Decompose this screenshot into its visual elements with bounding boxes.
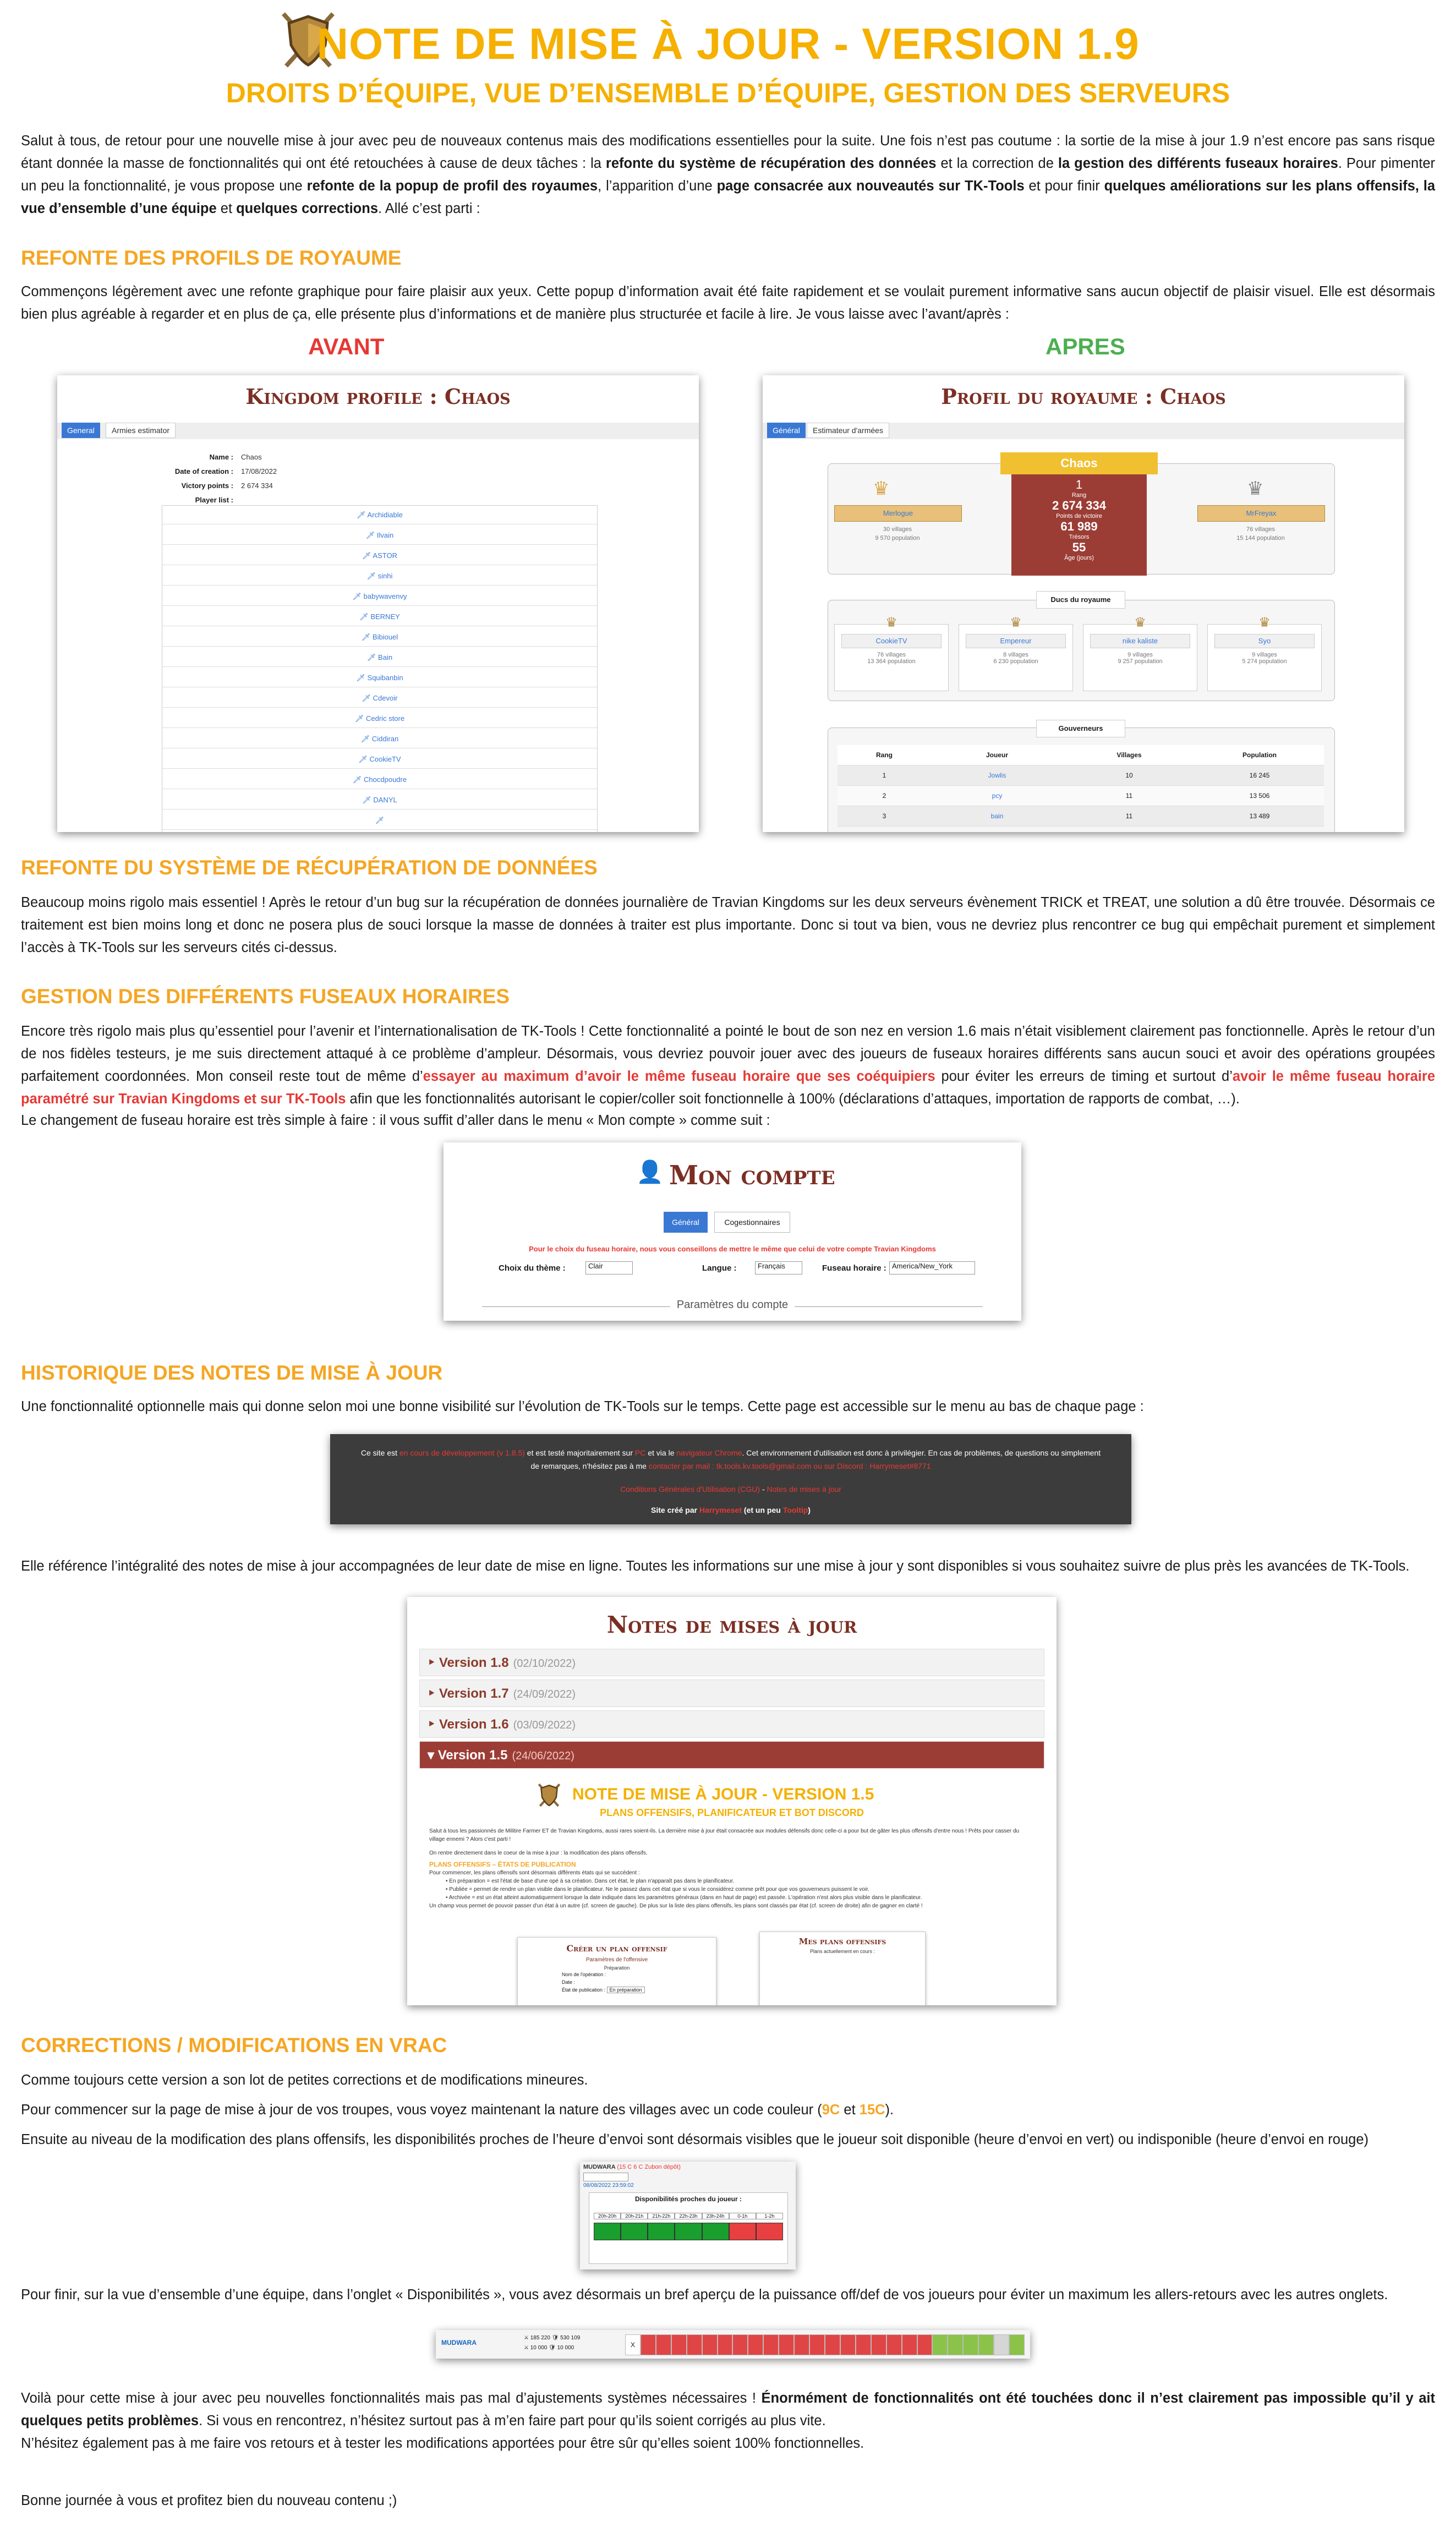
vp-value: 2 674 334: [241, 482, 273, 490]
account-title: Mon compte: [669, 1160, 835, 1191]
version-row[interactable]: ‣ Version 1.6 (03/09/2022): [419, 1710, 1044, 1738]
player-name[interactable]: Archidiable: [367, 511, 403, 519]
duke-population: 5 274 population: [1242, 658, 1287, 665]
sword-icon: ⚔: [524, 2345, 529, 2351]
availability-cell: [732, 2334, 748, 2355]
tribe-icon: 🗡: [352, 775, 364, 784]
section5-text-3: Ensuite au niveau de la modification des plans offensifs, les disponibilités proches de l’heure d’envoi sont désormais visibles que le joueur soit disponible (heure d’envoi en vert) ou indisponible (heure d’envoi en rouge): [21, 2132, 1369, 2147]
after-screenshot: [763, 375, 1404, 832]
slot-header: 23h-24h: [702, 2213, 729, 2219]
player-name[interactable]: Cdevoir: [373, 694, 398, 702]
duke-name[interactable]: Syo: [1214, 634, 1315, 648]
after-title: Profil du royaume : Chaos: [941, 384, 1226, 409]
player-row: [162, 669, 597, 687]
before-screenshot: [57, 375, 699, 832]
availability-cell: [641, 2334, 656, 2355]
player-row: [162, 811, 597, 830]
notes-title: Notes de mises à jour: [606, 1611, 857, 1638]
section5-text-2: Pour commencer sur la page de mise à jour de vos troupes, vous voyez maintenant la nature des villages avec un code couleur (9C et 15C).: [21, 2102, 894, 2118]
dispo-label: Disponibilités proches du joueur :: [634, 2195, 742, 2203]
availability-cell: [856, 2334, 871, 2355]
player-name[interactable]: Cedric store: [366, 714, 405, 723]
notes-screenshot: [407, 1597, 1057, 2005]
player-row: [162, 587, 597, 606]
player-row: [162, 567, 597, 586]
player-row: [162, 730, 597, 748]
crown-icon: ♛: [1258, 615, 1271, 630]
section-heading-donnees: REFONTE DU SYSTÈME DE RÉCUPÉRATION DE DONNÉES: [21, 856, 598, 879]
section-heading-corrections: CORRECTIONS / MODIFICATIONS EN VRAC: [21, 2034, 447, 2056]
tab-general[interactable]: Général: [767, 423, 806, 438]
availability-cell: [748, 2334, 763, 2355]
before-title: Kingdom profile : Chaos: [245, 384, 511, 409]
duke-villages: 76 villages: [877, 652, 906, 658]
table-cell: 2: [882, 792, 886, 800]
table-row: [838, 765, 1324, 786]
player-row: [162, 628, 597, 647]
slot-cell: [621, 2223, 648, 2240]
player-name[interactable]: CookieTV: [369, 755, 401, 763]
slot-cell: [729, 2223, 756, 2240]
duke-villages: 9 villages: [1252, 652, 1277, 658]
availability-cell: [963, 2334, 978, 2355]
section3-text: Encore très rigolo mais plus qu’essentiel pour l’avenir et l’internationalisation de TK-Tools ! Cette fonctionnalité a pointé le bout de son nez en version 1.6 mais n’était visiblement clairement pas fonctionnelle. Après le retour d’un de nos fidèles testeurs, je me suis directement attaqué à ce problème d’ampleur. Désormais, vous devriez pouvoir jouer avec des joueurs de fuseaux horaires différents sans aucun souci et avoir des opérations groupées parfaitement coordonnées. Mon conseil reste tout de même d’essayer au maximum d’avoir le même fuseau horaire que ses coéquipiers pour éviter les erreurs de timing et surtout d’avoir le même fuseau horaire paramétré sur Travian Kingdoms et sur TK-Tools afin que les fonctionnalités autorisant le copier/coller soit fonctionnelle à 100% (déclarations d’attaques, importation de rapports de combat, …).: [21, 1024, 1436, 1107]
table-header: [838, 745, 1324, 765]
slot-header: 1-2h: [756, 2213, 783, 2219]
tribe-icon: 🗡: [362, 796, 374, 804]
duke-card: [1207, 615, 1322, 691]
section-heading-fuseaux: GESTION DES DIFFÉRENTS FUSEAUX HORAIRES: [21, 985, 510, 1008]
availability-cell: [794, 2334, 809, 2355]
crown-icon: ♛: [885, 615, 897, 630]
crown-icon: ♛: [1134, 615, 1146, 630]
availability-cell: [1009, 2334, 1025, 2355]
availability-cell: [718, 2334, 733, 2355]
availability-cell: [763, 2334, 779, 2355]
send-date: 08/08/2022 23:59:02: [583, 2183, 634, 2189]
section-heading-royaume: REFONTE DES PROFILS DE ROYAUME: [21, 247, 402, 269]
tz-select[interactable]: America/New_York: [889, 1261, 975, 1275]
player-name[interactable]: DANYL: [373, 796, 397, 804]
player-row: [162, 526, 597, 545]
create-line: Date :: [562, 1979, 576, 1985]
left-population: 9 570 population: [875, 535, 920, 542]
slot-cell: [648, 2223, 675, 2240]
create-line: État de publication :: [562, 1987, 606, 1993]
tribe-icon: 🗡: [375, 816, 385, 824]
tab-cogestionnaires[interactable]: Cogestionnaires: [714, 1212, 790, 1233]
section5-text-1: Comme toujours cette version a son lot de petites corrections et de modifications mineures.: [21, 2072, 588, 2088]
tab-general[interactable]: General: [62, 423, 100, 438]
slot-header: 0-1h: [729, 2213, 756, 2219]
availability-cell: [809, 2334, 825, 2355]
cgu-link[interactable]: Conditions Générales d'Utilisation (CGU): [620, 1485, 760, 1494]
right-villages: 76 villages: [1246, 526, 1275, 533]
village-name: MUDWARA: [583, 2164, 616, 2170]
table-cell[interactable]: pcy: [992, 792, 1003, 800]
inner-line: On rentre directement dans le coeur de la mise à jour : la modification des plans offensifs.: [429, 1850, 648, 1856]
create-line: Nom de l'opération :: [562, 1972, 606, 1977]
params-label: Paramètres du compte: [670, 1299, 795, 1311]
section4-text-2: Elle référence l’intégralité des notes de mise à jour accompagnées de leur date de mise en ligne. Toutes les informations sur une mise à jour y sont disponibles si vous souhaitez suivre de plus près les avancées de TK-Tools.: [21, 1558, 1410, 1574]
tribe-icon: 🗡: [356, 674, 368, 682]
date-value: 17/08/2022: [241, 467, 277, 475]
treasures-value: 61 989: [1060, 519, 1098, 533]
state-select[interactable]: En préparation: [607, 1987, 645, 1993]
availability-cell: [978, 2334, 994, 2355]
availability-cell: [779, 2334, 794, 2355]
slot-header: 20h-20h: [594, 2213, 621, 2219]
player-row: [162, 648, 597, 667]
vp-label: Victory points :: [181, 482, 233, 490]
player-row: [162, 506, 597, 524]
theme-label: Choix du thème :: [499, 1264, 566, 1273]
section5-text-4: Pour finir, sur la vue d’ensemble d’une équipe, dans l’onglet « Disponibilités », vous avez désormais un bref aperçu de la puissance off/def de vos joueurs pour éviter un maximum les allers-retours avec les autres onglets.: [21, 2287, 1388, 2302]
section4-text: Une fonctionnalité optionnelle mais qui donne selon moi une bonne visibilité sur l’évolution de TK-Tools sur le temps. Cette page est accessible sur le menu au bas de chaque page :: [21, 1399, 1144, 1414]
inner-intro: Salut à tous les passionnés de Militire Farmer ET de Travian Kingdoms, aussi rares soient-ils. La dernière mise à jour était consacrée aux modules défensifs donc celle-ci a pour but de gâter les plus offensifs d'entre nous ! Prêts pour casser du village ennemi ? Alors c'est parti !: [429, 1828, 1020, 1842]
column-header: Joueur: [986, 751, 1008, 759]
player-row: [162, 689, 597, 708]
name-value: Chaos: [241, 453, 262, 461]
table-cell: 10: [1125, 772, 1133, 779]
tribe-icon: 🗡: [362, 551, 373, 560]
version-row-active[interactable]: ▾ Version 1.5 (24/06/2022): [419, 1741, 1044, 1769]
inner-title: NOTE DE MISE À JOUR - VERSION 1.5: [572, 1785, 874, 1803]
table-cell: 3: [882, 812, 886, 820]
age-label: Âge (jours): [1064, 555, 1094, 561]
closing-text-3: Bonne journée à vous et profitez bien du nouveau contenu ;): [21, 2493, 397, 2508]
tab-armies[interactable]: Armies estimator: [106, 423, 176, 438]
tribe-icon: 🗡: [365, 531, 377, 539]
slot-cell: [594, 2223, 621, 2240]
section1-text: Commençons légèrement avec une refonte graphique pour faire plaisir aux yeux. Cette popup d’information avait été faite rapidement et se voulait purement informative sans aucun objectif de plaisir visuel. Elle est désormais bien plus agréable à regarder et en plus de ça, elle présente plus d’informations et de manière plus structurée et facile à lire. Je vous laisse avec l’avant/après :: [21, 284, 1435, 322]
player-row: [162, 791, 597, 809]
section2-text: Beaucoup moins rigolo mais essentiel ! Après le retour d’un bug sur la récupération de données journalière de Travian Kingdoms sur les deux serveurs évènement TRICK et TREAT, une solution a dû être trouvée. Désormais ce traitement est bien moins long et donc ne posera plus de souci lorsque la masse de données à traiter est plus importante. Donc si tout va bien, vous ne devriez plus rencontrer ce bug qui empêchait purement et simplement l’accès à TK-Tools sur les serveurs cités ci-dessus.: [21, 895, 1435, 955]
vp-value: 2 674 334: [1052, 499, 1106, 512]
tribe-icon: 🗡: [352, 592, 364, 600]
crown-icon: ♛: [1010, 615, 1022, 630]
availability-cells: [625, 2334, 1025, 2354]
inner-line: Un champ vous permet de pouvoir passer d'un état à un autre (cf. screen de gauche). De plus sur la liste des plans offensifs, les plans sont classés par état (cf. screen de droite) afin de gagner en clarté !: [429, 1903, 923, 1909]
off-power: 10 000: [530, 2345, 548, 2351]
duke-card: [834, 615, 949, 691]
right-population: 15 144 population: [1236, 535, 1285, 542]
release-notes-link[interactable]: Notes de mises à jour: [767, 1485, 841, 1494]
availability-cell: [671, 2334, 687, 2355]
create-sub: Paramètres de l'offensive: [585, 1957, 648, 1963]
shield-icon: 🛡: [549, 2345, 556, 2351]
tz-warning: Pour le choix du fuseau horaire, nous vous conseillons de mettre le même que celui de votre compte Travian Kingdoms: [529, 1245, 936, 1253]
dispo-screenshot: [580, 2162, 796, 2269]
player-name[interactable]: Bibiouel: [372, 633, 398, 641]
shield-icon: 🛡: [551, 2335, 559, 2341]
right-player[interactable]: MrFreyax: [1197, 505, 1325, 522]
player-row: [162, 770, 597, 789]
create-plan-preview: [517, 1937, 716, 2005]
table-cell: 11: [1125, 812, 1133, 820]
duke-name[interactable]: CookieTV: [841, 634, 942, 648]
age-value: 55: [1072, 540, 1086, 554]
account-screenshot: [444, 1142, 1021, 1321]
name-label: Name :: [209, 453, 233, 461]
duke-population: 13 364 population: [867, 658, 916, 665]
tribe-icon: 🗡: [366, 572, 378, 580]
player-name[interactable]: sinhi: [377, 572, 393, 580]
create-title: Créer un plan offensif: [566, 1943, 667, 1954]
players-label: Player list :: [195, 496, 233, 504]
availability-cell: [994, 2334, 1009, 2355]
table-cell[interactable]: bain: [990, 812, 1004, 820]
date-label: Date of creation :: [174, 467, 233, 475]
inner-line: Pour commencer, les plans offensifs sont désormais différents états qui se succèdent :: [429, 1870, 640, 1876]
footer-screenshot: Ce site est en cours de développement (v 1.8.5) et est testé majoritairement sur PC et via le navigateur Chrome. Cet environnement d'utilisation est donc à privilégier. En cas de problèmes, de questions ou simplement de remarques, n'hésitez pas à me contacter par mail : tk.tools.kv.tools@gmail.com ou sur Discord : Harrymeset#8771 Conditions Générales d'Utilisation (CGU) - Notes de mises à jour Site créé par Harrymeset (et un peu Tooltip): [330, 1434, 1131, 1524]
tribe-icon: 🗡: [362, 694, 373, 702]
rank-label: Rang: [1071, 492, 1087, 499]
availability-cell: [902, 2334, 917, 2355]
table-row: [838, 786, 1324, 806]
version-row[interactable]: ‣ Version 1.7 (24/09/2022): [419, 1680, 1044, 1707]
player-name[interactable]: ASTOR: [373, 551, 397, 560]
inner-bullet: • En préparation = est l'état de base d'une opé à sa création. Dans cet état, le plan n'apparaît pas dans le planificateur.: [446, 1878, 735, 1884]
duke-card: [959, 615, 1073, 691]
player-row: [162, 546, 597, 565]
user-icon: 👤: [636, 1160, 664, 1184]
treasures-label: Trésors: [1069, 534, 1090, 540]
lang-select[interactable]: Français: [755, 1261, 802, 1275]
player-name[interactable]: babywavenvy: [363, 592, 407, 600]
player-name[interactable]: Ciddiran: [371, 735, 399, 743]
sword-icon: ⚔: [524, 2335, 529, 2341]
tribe-icon: 🗡: [357, 511, 368, 519]
before-label: AVANT: [308, 333, 385, 359]
overview-screenshot: [436, 2330, 1030, 2359]
crown-icon: ♛: [873, 478, 890, 499]
table-cell: 13 506: [1249, 792, 1270, 800]
player-row: [162, 750, 597, 769]
duke-population: 9 257 population: [1118, 658, 1163, 665]
def-power: 530 109: [560, 2335, 581, 2341]
version-row[interactable]: ‣ Version 1.8 (02/10/2022): [419, 1649, 1044, 1676]
closing-text-1: Voilà pour cette mise à jour avec peu nouvelles fonctionnalités mais pas mal d’ajustements systèmes nécessaires ! Énormément de fonctionnalités ont été touchées donc il n’est clairement pas impossible qu’il y ait quelques petits problèmes. Si vous en rencontrez, n’hésitez surtout pas à m’en faire part pour qu’ils soient corrigés au plus vite.: [21, 2391, 1435, 2428]
dukes-title: Ducs du royaume: [1036, 591, 1125, 609]
slot-cell: [756, 2223, 783, 2240]
crown-icon: ♛: [1247, 478, 1264, 499]
slot-cell: [675, 2223, 702, 2240]
availability-cell: X: [625, 2334, 641, 2355]
slot-header: 21h-22h: [648, 2213, 675, 2219]
player-name[interactable]: BERNEY: [370, 612, 400, 621]
column-header: Villages: [1116, 751, 1142, 759]
mine-title: Mes plans offensifs: [798, 1937, 886, 1946]
after-label: APRES: [1046, 333, 1125, 359]
player-row: [162, 608, 597, 626]
lang-label: Langue :: [702, 1264, 737, 1273]
availability-cell: [687, 2334, 702, 2355]
player-name[interactable]: Ilvain: [376, 531, 394, 539]
duke-villages: 8 villages: [1003, 652, 1028, 658]
slot-cell: [702, 2223, 729, 2240]
inner-bullet: • Archivée = est un état atteint automatiquement lorsque la date indiquée dans les paramètres généraux (dans en haut de page) est passée. L'opération n'est alors plus visible dans le planificateur.: [446, 1895, 922, 1901]
column-header: Population: [1242, 751, 1277, 759]
availability-cell: [825, 2334, 840, 2355]
inner-heading: PLANS OFFENSIFS – ÉTATS DE PUBLICATION: [429, 1861, 576, 1868]
availability-cell: [886, 2334, 902, 2355]
off-power: 185 220: [530, 2335, 550, 2341]
section-heading-historique: HISTORIQUE DES NOTES DE MISE À JOUR: [21, 1361, 443, 1384]
duke-card: [1083, 615, 1197, 691]
table-cell: 16 245: [1249, 772, 1270, 779]
closing-text-2: N’hésitez également pas à me faire vos retours et à tester les modifications apportées pour être sûr qu’elles soient 100% fonctionnelles.: [21, 2436, 864, 2451]
section3-text-2: Le changement de fuseau horaire est très simple à faire : il vous suffit d’aller dans le menu « Mon compte » comme suit :: [21, 1113, 770, 1128]
kingdom-name: Chaos: [1000, 452, 1158, 474]
page-subtitle: DROITS D’ÉQUIPE, VUE D’ENSEMBLE D’ÉQUIPE, GESTION DES SERVEURS: [226, 78, 1230, 108]
theme-select[interactable]: Clair: [585, 1261, 633, 1275]
availability-cell: [948, 2334, 963, 2355]
vp-label: Points de victoire: [1056, 513, 1102, 519]
tz-label: Fuseau horaire :: [822, 1264, 886, 1273]
governors-title: Gouverneurs: [1036, 720, 1125, 737]
column-header: Rang: [876, 751, 893, 759]
def-power: 10 000: [557, 2345, 574, 2351]
table-cell: 1: [882, 772, 886, 779]
intro-paragraph: Salut à tous, de retour pour une nouvelle mise à jour avec peu de nouveaux contenus mais des modifications essentielles pour la suite. Une fois n’est pas coutume : la sortie de la mise à jour 1.9 n’est encore pas sans risque étant donnée la masse de fonctionnalités qui ont été retouchées à cause de deux tâches : la refonte du système de récupération des données et la correction de la gestion des différents fuseaux horaires. Pour pimenter un peu la fonctionnalité, je vous propose une refonte de la popup de profil des royaumes, l’apparition d’une page consacrée aux nouveautés sur TK-Tools et pour finir quelques améliorations sur les plans offensifs, la vue d’ensemble d’une équipe et quelques corrections. Allé c’est parti :: [21, 133, 1436, 216]
table-row: [838, 806, 1324, 827]
left-villages: 30 villages: [883, 526, 912, 533]
player-name[interactable]: Bain: [378, 653, 393, 661]
player-name[interactable]: Chocdpoudre: [364, 775, 407, 784]
tribe-icon: 🗡: [361, 633, 373, 641]
slot-header: 22h-23h: [675, 2213, 702, 2219]
table-cell[interactable]: Jowlis: [988, 772, 1006, 779]
table-cell: 13 489: [1249, 812, 1270, 820]
availability-cell: [840, 2334, 856, 2355]
availability-cell: [702, 2334, 718, 2355]
dukes-list: [828, 600, 1334, 700]
duke-name[interactable]: Empereur: [966, 634, 1066, 648]
tab-general[interactable]: Général: [664, 1212, 708, 1233]
page-title: NOTE DE MISE À JOUR - VERSION 1.9: [316, 19, 1140, 68]
my-plans-preview: [759, 1932, 926, 2005]
player-name[interactable]: Squibanbin: [367, 674, 403, 682]
create-line: Préparation: [604, 1965, 630, 1971]
availability-cell: [656, 2334, 671, 2355]
player-row: [162, 709, 597, 728]
inner-bullet: • Publiée = permet de rendre un plan visible dans le planificateur. Ne le passez dans cet état que si vous le considérez comme prêt pour que vos gouverneurs puissent le voir.: [446, 1886, 869, 1892]
table-cell: 11: [1125, 792, 1133, 800]
tab-armies[interactable]: Estimateur d'armées: [807, 423, 889, 438]
player-list: [162, 505, 598, 832]
tribe-icon: 🗡: [358, 755, 370, 763]
availability-cell: [871, 2334, 886, 2355]
availability-cell: [932, 2334, 948, 2355]
duke-population: 6 230 population: [993, 658, 1038, 665]
duke-villages: 9 villages: [1127, 652, 1153, 658]
tribe-icon: 🗡: [359, 612, 371, 621]
tribe-icon: 🗡: [366, 653, 379, 661]
duke-name[interactable]: nike kaliste: [1090, 634, 1190, 648]
left-player[interactable]: Merlogue: [834, 505, 962, 522]
tribe-icon: 🗡: [354, 714, 366, 723]
mine-sub: Plans actuellement en cours :: [809, 1949, 875, 1954]
rank-value: 1: [1075, 478, 1083, 491]
overview-village[interactable]: MUDWARA: [441, 2339, 477, 2346]
shield-swords-icon: [534, 1781, 567, 1808]
tribe-icon: 🗡: [360, 735, 372, 743]
availability-cell: [917, 2334, 933, 2355]
inner-subtitle: PLANS OFFENSIFS, PLANIFICATEUR ET BOT DISCORD: [600, 1807, 864, 1818]
village-extra: (15 C 6 C Zubon dépôt): [617, 2164, 681, 2170]
slot-header: 20h-21h: [621, 2213, 648, 2219]
governors-table: [838, 745, 1324, 827]
village-select[interactable]: [583, 2173, 628, 2181]
